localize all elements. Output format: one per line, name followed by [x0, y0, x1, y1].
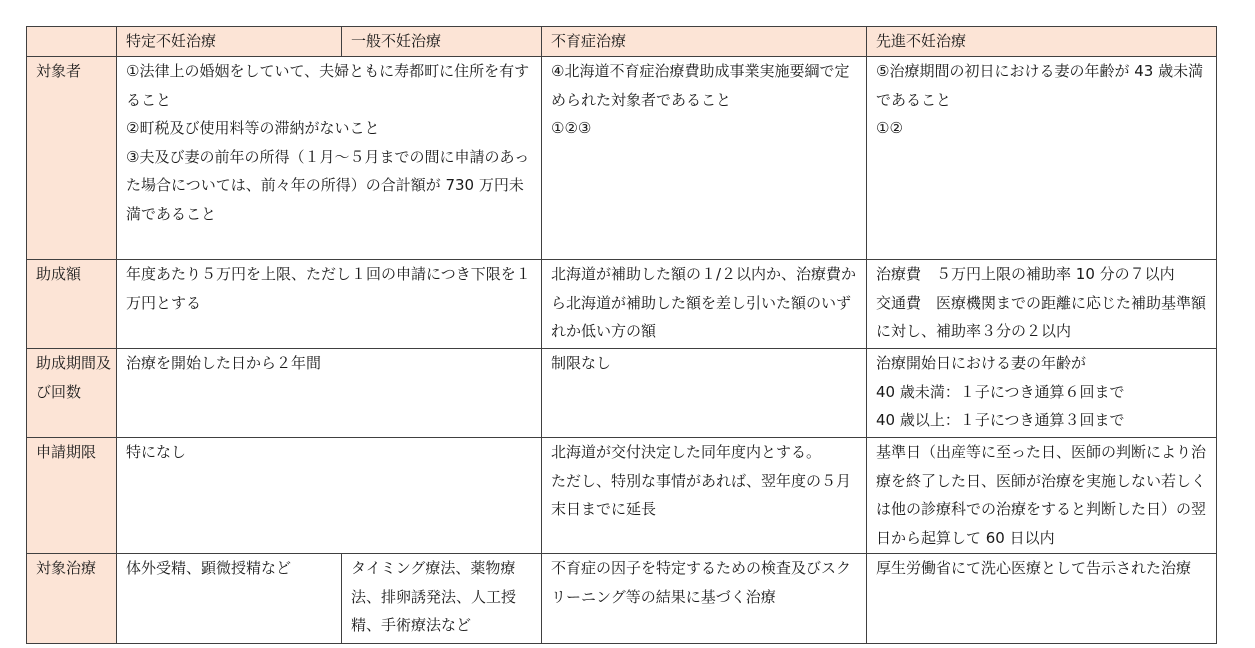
eligibility-advanced-cell	[867, 57, 1217, 260]
eligibility-adv-line-1: ⑤治療期間の初日における妻の年齢が 43 歳未満であること	[876, 62, 1204, 109]
amount-adv-line-2: 交通費 医療機関までの距離に応じた補助基準額に対し、補助率３分の２以内	[876, 293, 1207, 341]
row-covered-treatment	[27, 554, 1217, 644]
deadline-infertility-cell	[117, 438, 542, 554]
period-advanced-cell	[867, 349, 1217, 438]
period-rpl-line-1: 制限なし	[551, 354, 612, 372]
treatment-general-line-1: タイミング療法、薬物療法、排卵誘発法、人工授精、手術療法など	[351, 559, 517, 635]
header-advanced-infertility: 先進不妊治療	[867, 27, 1217, 57]
amount-advanced-cell	[867, 260, 1217, 349]
header-row	[27, 27, 1217, 57]
period-adv-line-3: 40 歳以上：１子につき通算３回まで	[876, 411, 1125, 430]
period-recurrent-loss-cell	[542, 349, 867, 438]
row-eligibility	[27, 57, 1217, 260]
header-general-infertility: 一般不妊治療	[342, 27, 542, 57]
header-recurrent-pregnancy-loss: 不育症治療	[542, 27, 867, 57]
row-label-covered-treatment: 対象治療	[27, 554, 117, 644]
row-period-and-count	[27, 349, 1217, 438]
deadline-advanced-cell	[867, 438, 1217, 554]
deadline-rpl-line-1: 北海道が交付決定した同年度内とする。	[551, 443, 822, 461]
amount-recurrent-loss-cell	[542, 260, 867, 349]
period-line-1: 治療を開始した日から２年間	[126, 354, 322, 372]
period-adv-line-2: 40 歳未満：１子につき通算６回まで	[876, 382, 1125, 401]
eligibility-line-3: ③夫及び妻の前年の所得（１月～５月までの間に申請のあった場合については、前々年の所得）の合計額が 730 万円未満であること	[126, 147, 530, 223]
period-infertility-cell	[117, 349, 542, 438]
eligibility-line-1: ①法律上の婚姻をしていて、夫婦ともに寿都町に住所を有すること	[126, 62, 530, 109]
eligibility-rpl-line-2: ①②③	[551, 119, 592, 138]
row-label-period-and-count: 助成期間及び回数	[27, 349, 117, 438]
row-application-deadline	[27, 438, 1217, 554]
eligibility-adv-line-2: ①②	[876, 119, 903, 138]
treatment-specific-cell	[117, 554, 342, 644]
row-label-application-deadline: 申請期限	[27, 438, 117, 554]
deadline-recurrent-loss-cell	[542, 438, 867, 554]
eligibility-rpl-line-1: ④北海道不育症治療費助成事業実施要綱で定められた対象者であること	[551, 62, 850, 109]
treatment-adv-line-1: 厚生労働省にて洗心医療として告示された治療	[876, 559, 1192, 577]
eligibility-infertility-cell	[117, 57, 542, 260]
header-corner-cell	[27, 27, 117, 57]
treatment-recurrent-loss-cell	[542, 554, 867, 644]
deadline-line-1: 特になし	[126, 443, 187, 461]
eligibility-recurrent-loss-cell	[542, 57, 867, 260]
period-adv-line-1: 治療開始日における妻の年齢が	[876, 354, 1087, 372]
deadline-adv-line-1: 基準日（出産等に至った日、医師の判断により治療を終了した日、医師が治療を実施しない若しくは他の診療科での治療をすると判断した日）の翌日から起算して 60 日以内	[876, 443, 1207, 547]
treatment-rpl-line-1: 不育症の因子を特定するための検査及びスクリーニング等の結果に基づく治療	[551, 559, 852, 606]
row-label-subsidy-amount: 助成額	[27, 260, 117, 349]
treatment-advanced-cell	[867, 554, 1217, 644]
row-subsidy-amount	[27, 260, 1217, 349]
treatment-general-cell	[342, 554, 542, 644]
eligibility-line-2: ②町税及び使用料等の滞納がないこと	[126, 119, 380, 138]
amount-infertility-cell	[117, 260, 542, 349]
amount-line-1: 年度あたり５万円を上限、ただし１回の申請につき下限を１万円とする	[126, 265, 531, 312]
header-specific-infertility: 特定不妊治療	[117, 27, 342, 57]
subsidy-comparison-table	[26, 26, 1217, 644]
amount-adv-line-1: 治療費 ５万円上限の補助率 10 分の７以内	[876, 265, 1175, 283]
amount-rpl-line-1: 北海道が補助した額の１/２以内か、治療費から北海道が補助した額を差し引いた額のいずれか低い方の額	[551, 265, 857, 341]
treatment-specific-line-1: 体外受精、顕微授精など	[126, 559, 292, 577]
row-label-eligibility: 対象者	[27, 57, 117, 260]
deadline-rpl-line-2: ただし、特別な事情があれば、翌年度の５月末日までに延長	[551, 471, 852, 519]
